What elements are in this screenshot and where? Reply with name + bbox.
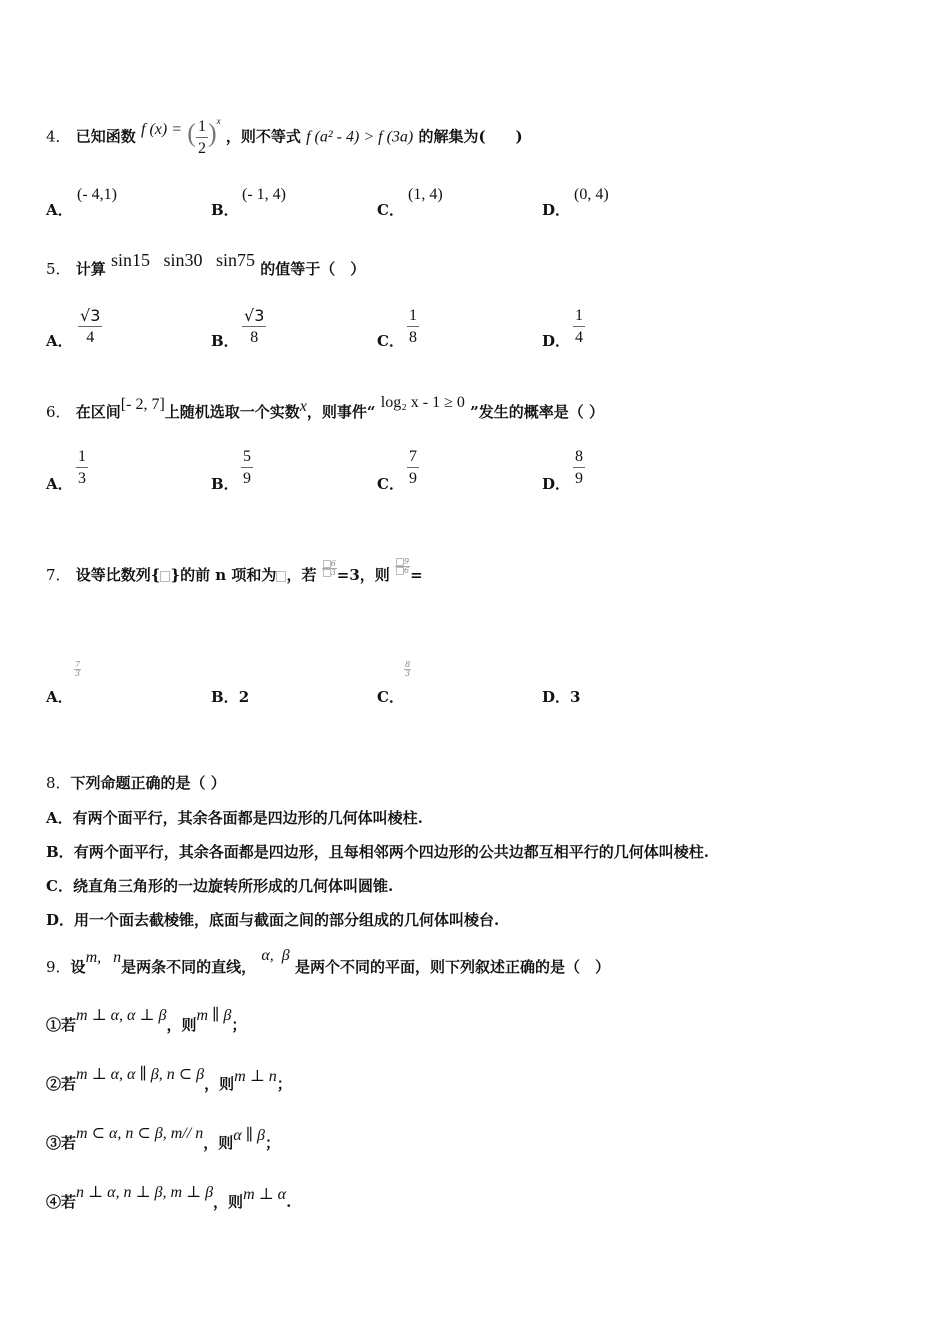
q4-option-a-value: (- 4,1) — [77, 186, 117, 203]
question-text: 的解集为( ) — [418, 127, 523, 146]
q5-option-a-value: $\frac{√3}{4}$ — [80, 306, 101, 346]
question-7 — [46, 557, 423, 591]
q6-option-d-value: $\frac{8}{9}$ — [575, 448, 583, 487]
q6-option-b-value: $\frac{5}{9}$ — [243, 448, 251, 487]
q7-option-b[interactable]: B．2 — [211, 688, 250, 706]
question-text: 设 — [70, 958, 86, 976]
question-8 — [46, 772, 226, 793]
question-number: 8． — [46, 774, 71, 792]
question-number: 7． — [46, 566, 71, 584]
q4-option-c[interactable]: C． — [377, 201, 404, 219]
q5-option-d-value: $\frac{1}{4}$ — [575, 307, 583, 346]
planes-alpha-beta: α, β — [261, 947, 290, 964]
event-expression: log₂ x - 1 ≥ 0 — [380, 394, 465, 411]
question-text: 下列命题正确的是（ ） — [70, 774, 226, 792]
placeholder-an-icon — [160, 571, 170, 582]
q5-option-a[interactable]: A． — [46, 332, 73, 350]
q7-option-a-value: $\frac{7}{3}$ — [75, 660, 81, 678]
q7-option-c[interactable]: C． — [377, 688, 404, 706]
q5-option-d[interactable]: D． — [542, 332, 571, 350]
question-text: 上随机选取一个实数 — [164, 403, 300, 421]
placeholder-sn-icon — [276, 571, 286, 582]
question-text: ，则不等式 — [225, 127, 301, 146]
q4-option-b-value: (- 1, 4) — [242, 186, 286, 203]
function-expression: f (x) = — [141, 120, 183, 138]
question-number: 4． — [46, 127, 71, 146]
trig-expression: sin15 sin30 sin75 — [111, 250, 256, 270]
q8-option-c[interactable]: C．绕直角三角形的一边旋转所形成的几何体叫圆锥. — [46, 877, 394, 895]
fraction-paren-close: ) — [207, 118, 217, 148]
ratio-s6-s3: $\frac{6}{3}$ — [322, 560, 337, 577]
question-6 — [46, 394, 605, 422]
ratio-s9-s6: $\frac{9}{6}$ — [395, 558, 410, 575]
question-5 — [46, 250, 366, 279]
inequality-expression: f (a² - 4) > f (3a) — [306, 128, 414, 146]
question-text: 在区间 — [75, 403, 121, 421]
fraction-half: $\frac{1}{2}$ — [197, 118, 206, 157]
question-text: = — [410, 566, 423, 584]
question-text: 设等比数列{ — [75, 566, 161, 584]
question-text: ，则事件“ — [306, 403, 376, 421]
q9-item-2: ②若m ⊥ α, α ∥ β, n ⊂ β，则m ⊥ n； — [46, 1066, 292, 1093]
q7-option-d[interactable]: D．3 — [542, 688, 581, 706]
variable-x: x — [299, 398, 307, 415]
q7-option-a[interactable]: A． — [46, 688, 73, 706]
q5-option-c[interactable]: C． — [377, 332, 404, 350]
q8-option-d[interactable]: D．用一个面去截棱锥，底面与截面之间的部分组成的几何体叫棱台. — [46, 911, 500, 929]
fraction-paren: ( — [187, 118, 196, 148]
q4-option-b[interactable]: B． — [211, 201, 239, 219]
question-number: 9． — [46, 958, 71, 976]
question-4 — [46, 115, 523, 157]
q8-option-b[interactable]: B．有两个面平行，其余各面都是四边形，且每相邻两个四边形的公共边都互相平行的几何体叫棱柱. — [46, 843, 709, 861]
q6-option-c[interactable]: C． — [377, 475, 404, 493]
question-text: ”发生的概率是（ ） — [470, 403, 605, 421]
question-text: }的前 n 项和为 — [170, 566, 277, 584]
q5-option-b[interactable]: B． — [211, 332, 239, 350]
q6-option-a-value: $\frac{1}{3}$ — [78, 448, 86, 487]
question-text: 是两个不同的平面，则下列叙述正确的是（ ） — [294, 958, 610, 976]
q8-option-a[interactable]: A．有两个面平行，其余各面都是四边形的几何体叫棱柱. — [46, 809, 423, 827]
q5-option-b-value: $\frac{√3}{8}$ — [244, 306, 265, 346]
q7-option-c-value: $\frac{8}{3}$ — [405, 660, 411, 678]
question-text: 已知函数 — [75, 127, 136, 146]
q5-option-c-value: $\frac{1}{8}$ — [409, 307, 417, 346]
exponent: x — [216, 115, 221, 126]
q6-option-c-value: $\frac{7}{9}$ — [409, 448, 417, 487]
question-text: 计算 — [75, 260, 106, 278]
q4-option-c-value: (1, 4) — [408, 186, 443, 203]
q9-item-3: ③若m ⊂ α, n ⊂ β, m// n，则α ∥ β； — [46, 1125, 280, 1152]
q6-option-a[interactable]: A． — [46, 475, 73, 493]
question-number: 5． — [46, 260, 71, 278]
lines-m-n: m, n — [85, 949, 122, 966]
q4-option-a[interactable]: A． — [46, 201, 73, 219]
question-text: 是两条不同的直线， — [121, 958, 257, 976]
q4-option-d[interactable]: D． — [542, 201, 571, 219]
question-number: 6． — [46, 403, 71, 421]
q6-option-b[interactable]: B． — [211, 475, 239, 493]
q6-option-d[interactable]: D． — [542, 475, 571, 493]
q9-item-1: ①若m ⊥ α, α ⊥ β，则m ∥ β； — [46, 1007, 247, 1034]
q4-option-d-value: (0, 4) — [574, 186, 609, 203]
question-text: ，若 — [286, 566, 317, 584]
question-9 — [46, 947, 610, 977]
q9-item-4: ④若n ⊥ α, n ⊥ β, m ⊥ β，则m ⊥ α. — [46, 1184, 292, 1211]
interval-expression: [- 2, 7] — [120, 396, 165, 413]
question-text: 的值等于（ ） — [260, 260, 366, 278]
question-text: =3，则 — [336, 566, 390, 584]
